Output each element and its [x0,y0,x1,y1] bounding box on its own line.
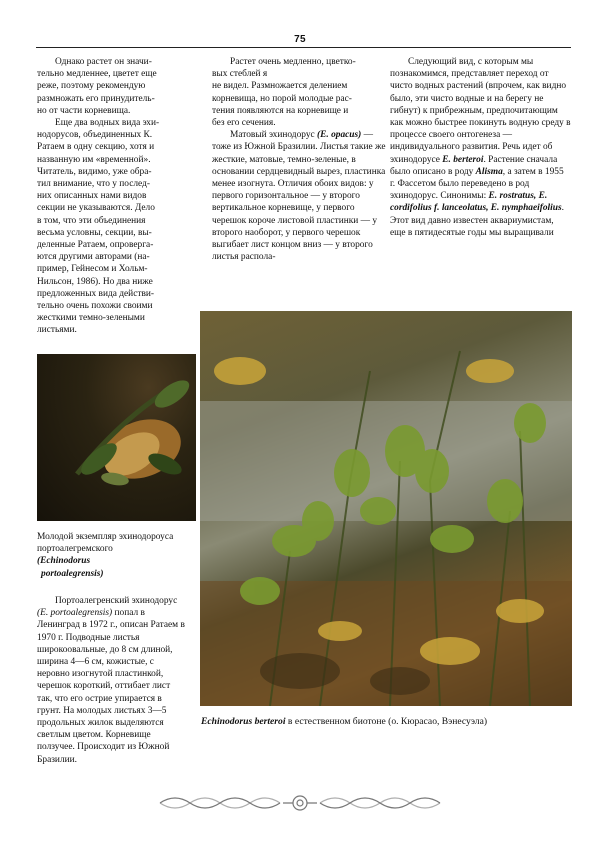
berteroi-biotope-photo [200,311,572,706]
ornament-icon [155,791,445,815]
latin-name: E. berteroi [442,154,484,165]
col1-line: Еще два водных вида эхи- [55,118,160,129]
plant-illustration [37,354,196,521]
text-run: Портоалегренский эхинодорус [55,596,178,606]
text-run: . Растение сначала было описано в роду [390,154,558,177]
col2-line: Растет очень медленно, цветко- [230,57,356,67]
col1-line: секции не указываются. Дело [37,203,155,214]
text-run: , а затем в 1955 г. Фассетом было переведено в род эхинодорус. Синонимы: [390,166,564,202]
col2-line: без его сечения. [212,118,276,129]
col1-line: Читатель, видимо, уже обра- [37,166,152,177]
column-2 [212,56,390,263]
col2-line: корневища, но порой молодые рас- [212,93,352,104]
big-photo-caption [201,716,571,728]
caption-latin: (Echinodorus [37,556,91,567]
col1-line: нодорусов, объединенных К. [37,130,153,141]
latin-name: E. rostratus, E. cordifolius f. lanceolatus, E. nymphaeifolius [390,191,562,214]
col2-line: вых стеблей я [212,69,268,80]
caption-text: Молодой экземпляр эхинодороуса портоалегремского [37,532,174,555]
col1-line: пример, Гейнесом и Хольм- [37,264,148,275]
caption-latin: Echinodorus berteroi [201,716,286,727]
col1-line: листьями. [37,325,77,336]
col1-line: ются другими авторами (на- [37,252,150,263]
column-4 [37,595,187,766]
opacus-paragraph [212,129,390,263]
col1-line: названную им «временной». [37,154,151,165]
column-3 [390,56,571,239]
col1-line: реже, поэтому рекомендую [37,81,146,92]
col1-line: Нильсон, 1986). Но два ниже [37,276,153,287]
portoalegrensis-photo [37,354,196,521]
col1-line: Однако растет он значи- [55,57,152,67]
portoalegrensis-paragraph [37,595,187,766]
text-run: . Этот вид давно известен аквариумистам, еще в пятидесятые годы мы выращивали [390,203,564,238]
col1-line: весьма условны, секции, вы- [37,227,152,238]
col1-line: тельно медленнее, цветет еще [37,69,157,80]
header-rule [36,47,571,48]
text-run: попал в Ленинград в 1972 г., описан Ратаем в 1970 г. Подводные листья широкоовальные, до 8 см длиной, ширина 4—6 см, кожистые, с неровно изогнутой пластинкой, черешок короткий, оттибает лист так, что его острие упирается в грунт. На молодых листьях 3—5 продольных жилок выделяются светлым цветом. Корневище ползучее. Происходит из Южной Бразилии. [37,608,185,765]
col1-line: предложенных вида действи- [37,288,155,299]
column-1 [37,56,187,337]
latin-name: (E. opacus) [317,130,362,141]
col1-line: в том, что эти объединения [37,215,146,226]
berteroi-paragraph [390,56,571,239]
col2-line: тения появляются на корневище и [212,105,349,116]
small-photo-caption [37,531,192,580]
caption-latin: portoalegrensis) [41,568,104,579]
col2-line: не видел. Размножается делением [212,81,348,92]
col1-line: жесткими темно-зелеными [37,313,145,324]
latin-name: (E. portoalegrensis) [37,608,113,619]
text-run: Следующий вид, с которым мы познакомимся, представляет переход от чисто водных растений (впрочем, как видно было, эти чисто водные и на берегу не гибнут) к прибрежным, предпочитающим как можно быстрее покинуть водную среду в процессе своего онтогенеза — индивидуального развития. Речь идет об эхинодорусе [390,57,571,165]
text-run: Матовый эхинодорус [230,130,318,141]
latin-name: Alisma [475,166,503,177]
page-number: 75 [294,34,306,45]
caption-text: в естественном биотоне (о. Кюрасао, Вэнесуэла) [285,716,488,727]
col1-line: тельно очень похожи своими [37,301,153,312]
col1-line: тил внимание, что у послед- [37,179,150,190]
col1-line: Ратаем в одну секцию, хотя и [37,142,155,153]
decorative-ornament [155,791,445,815]
col1-line: но от части корневища. [37,105,131,116]
text-run: — тоже из Южной Бразилии. Листья такие же жесткие, матовые, темно-зеленые, в основании сердцевидный вырез, пластинка менее изогнута. Отличия обоих видов: у первого горизонтальное — у второго вертикальное корневище, у первого черешок короче листовой пластинки — у второго наоборот, у первого черешок выгибает лист концом вниз — у второго листья распола- [212,130,386,263]
col1-line: размножать его принудитель- [37,93,155,104]
col1-line: деленные Ратаем, опроверга- [37,240,154,251]
biotope-illustration [200,311,572,706]
col1-line: них описанных нами видов [37,191,147,202]
